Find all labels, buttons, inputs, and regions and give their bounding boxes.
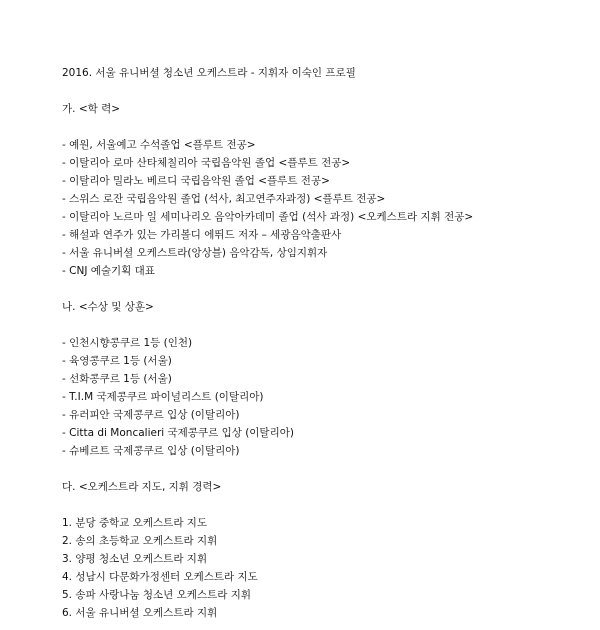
- list-item: - 스위스 로잔 국립음악원 졸업 (석사, 최고연주자과정) <플루트 전공>: [62, 193, 386, 205]
- list-item: 1. 분당 중학교 오케스트라 지도: [62, 517, 208, 529]
- section-heading-education: 가. <학 력>: [62, 103, 121, 115]
- list-item: - 선화콩쿠르 1등 (서울): [62, 373, 172, 385]
- list-item: - 이탈리아 노르마 일 세미나리오 음악아카데미 졸업 (석사 과정) <오케스트라 지휘 전공>: [62, 211, 474, 223]
- section-heading-awards: 나. <수상 및 상훈>: [62, 301, 154, 313]
- spacer: [62, 496, 582, 514]
- conducting-list: [62, 514, 582, 622]
- list-item: 2. 송의 초등학교 오케스트라 지휘: [62, 535, 218, 547]
- document-title: 2016. 서울 유니버셜 청소년 오케스트라 - 지휘자 이숙인 프로필: [62, 67, 356, 79]
- list-item: - 이탈리아 밀라노 베르디 국립음악원 졸업 <플루트 전공>: [62, 175, 330, 187]
- spacer: [62, 118, 582, 136]
- list-item: - T.I.M 국제콩쿠르 파이널리스트 (이탈리아): [62, 391, 264, 403]
- spacer: [62, 316, 582, 334]
- list-item: - 이탈리아 로마 산타체칠리아 국립음악원 졸업 <플루트 전공>: [62, 157, 351, 169]
- education-list: [62, 136, 582, 280]
- list-item: - 해설과 연주가 있는 가리볼디 에뛰드 저자 – 세광음악출판사: [62, 229, 342, 241]
- list-item: - 유러피안 국제콩쿠르 입상 (이탈리아): [62, 409, 240, 421]
- section-heading-conducting: 다. <오케스트라 지도, 지휘 경력>: [62, 481, 222, 493]
- list-item: 5. 송파 사랑나눔 청소년 오케스트라 지휘: [62, 589, 251, 601]
- list-item: - Citta di Moncalieri 국제콩쿠르 입상 (이탈리아): [62, 427, 294, 439]
- list-item: - CNJ 예술기획 대표: [62, 265, 155, 277]
- list-item: - 슈베르트 국제콩쿠르 입상 (이탈리아): [62, 445, 240, 457]
- list-item: 4. 성남시 다문화가정센터 오케스트라 지도: [62, 571, 258, 583]
- list-item: - 서울 유니버셜 오케스트라(앙상블) 음악감독, 상임지휘자: [62, 247, 328, 259]
- spacer: [62, 280, 582, 298]
- document-body: [62, 64, 582, 622]
- spacer: [62, 460, 582, 478]
- spacer: [62, 82, 582, 100]
- list-item: 6. 서울 유니버셜 오케스트라 지휘: [62, 607, 218, 619]
- list-item: - 인천시향콩쿠르 1등 (인천): [62, 337, 193, 349]
- list-item: 3. 양평 청소년 오케스트라 지휘: [62, 553, 208, 565]
- awards-list: [62, 334, 582, 460]
- list-item: - 예원, 서울예고 수석졸업 <플루트 전공>: [62, 139, 256, 151]
- list-item: - 육영콩쿠르 1등 (서울): [62, 355, 172, 367]
